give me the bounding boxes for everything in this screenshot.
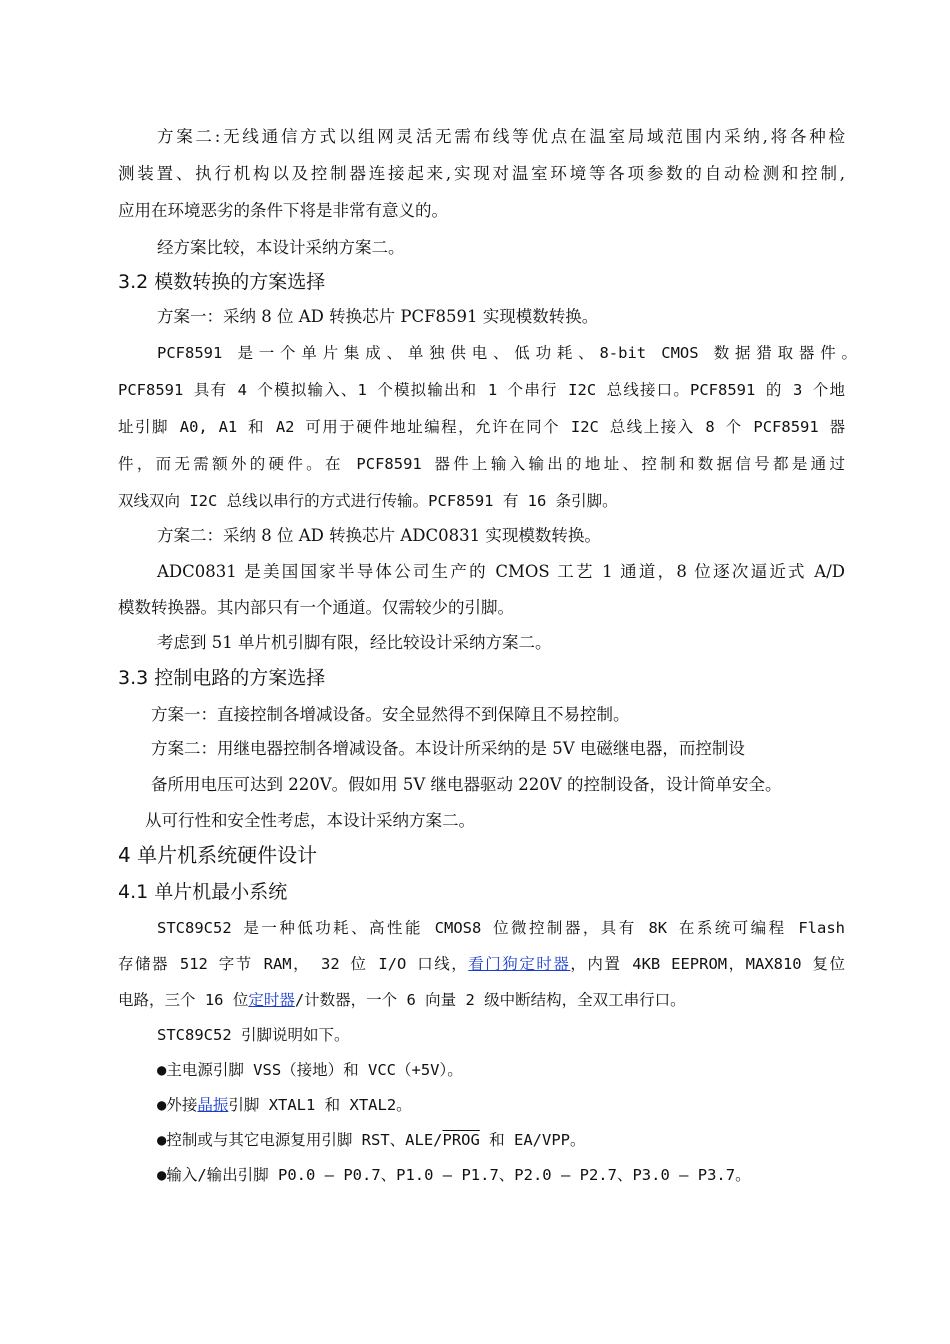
crystal-oscillator-link[interactable]: 晶振 — [197, 1096, 229, 1114]
paragraph-line: ADC0831 是美国国家半导体公司生产的 CMOS 工艺 1 通道，8 位逐次逼近式 A/D — [157, 562, 845, 581]
paragraph-line: 应用在环境恶劣的条件下将是非常有意义的。 — [118, 201, 448, 220]
paragraph-line: 址引脚 A0, A1 和 A2 可用于硬件地址编程，允许在同个 I2C 总线上接入 8 个 PCF8591 器 — [118, 418, 845, 436]
bullet-item — [157, 1129, 585, 1151]
paragraph-line: 方案一：采纳 8 位 AD 转换芯片 PCF8591 实现模数转换。 — [157, 307, 599, 326]
timer-link[interactable]: 定时器 — [248, 991, 295, 1009]
paragraph-line: PCF8591 是一个单片集成、单独供电、低功耗、8-bit CMOS 数据猎取器件。 — [157, 344, 857, 362]
text-run: ，内置 4KB EEPROM，MAX810 复位 — [570, 955, 845, 973]
text-run: ●控制或与其它电源复用引脚 RST、ALE/ — [157, 1131, 443, 1149]
text-run: 引脚 XTAL1 和 XTAL2。 — [228, 1096, 412, 1114]
section-heading-3-3: 3.3 控制电路的方案选择 — [118, 667, 326, 689]
bullet-item: ●输入/输出引脚 P0.0 – P0.7、P1.0 – P1.7、P2.0 – P2.7、P3.0 – P3.7。 — [157, 1166, 751, 1184]
paragraph-line — [118, 989, 686, 1011]
paragraph-line: 模数转换器。其内部只有一个通道。仅需较少的引脚。 — [118, 598, 514, 617]
text-run: ●外接 — [157, 1096, 198, 1114]
paragraph-line — [118, 953, 845, 975]
paragraph-line: 备所用电压可达到 220V。假如用 5V 继电器驱动 220V 的控制设备，设计简单安全。 — [151, 775, 782, 794]
chapter-heading-4: 4 单片机系统硬件设计 — [118, 843, 318, 867]
paragraph-line: 方案二：采纳 8 位 AD 转换芯片 ADC0831 实现模数转换。 — [157, 526, 601, 545]
text-run: 和 EA/VPP。 — [479, 1131, 586, 1149]
paragraph-line: 方案二：用继电器控制各增减设备。本设计所采纳的是 5V 电磁继电器，而控制设 — [151, 739, 745, 758]
paragraph-line: STC89C52 是一种低功耗、高性能 CMOS8 位微控制器，具有 8K 在系统可编程 Flash — [157, 919, 845, 937]
paragraph-line: 方案二:无线通信方式以组网灵活无需布线等优点在温室局域范围内采纳,将各种检 — [157, 127, 845, 146]
paragraph-line: STC89C52 引脚说明如下。 — [157, 1026, 350, 1044]
overlined-signal: PROG — [442, 1131, 480, 1149]
paragraph-line: PCF8591 具有 4 个模拟输入、1 个模拟输出和 1 个串行 I2C 总线接口。PCF8591 的 3 个地 — [118, 381, 845, 399]
paragraph-line: 测装置、执行机构以及控制器连接起来,实现对温室环境等各项参数的自动检测和控制, — [118, 164, 845, 183]
section-heading-4-1: 4.1 单片机最小系统 — [118, 881, 288, 903]
bullet-item — [157, 1094, 412, 1116]
paragraph-line: 考虑到 51 单片机引脚有限，经比较设计采纳方案二。 — [157, 633, 552, 652]
paragraph-line: 经方案比较，本设计采纳方案二。 — [157, 238, 405, 257]
paragraph-line: 双线双向 I2C 总线以串行的方式进行传输。PCF8591 有 16 条引脚。 — [118, 492, 618, 510]
watchdog-timer-link[interactable]: 看门狗定时器 — [468, 955, 571, 973]
text-run: 电路，三个 16 位 — [118, 991, 249, 1009]
text-run: /计数器，一个 6 向量 2 级中断结构，全双工串行口。 — [294, 991, 686, 1009]
section-heading-3-2: 3.2 模数转换的方案选择 — [118, 271, 326, 293]
paragraph-line: 件，而无需额外的硬件。在 PCF8591 器件上输入输出的地址、控制和数据信号都是通过 — [118, 455, 845, 473]
text-run: 存储器 512 字节 RAM， 32 位 I/O 口线， — [118, 955, 469, 973]
paragraph-line: 方案一：直接控制各增减设备。安全显然得不到保障且不易控制。 — [151, 705, 630, 724]
bullet-item: ●主电源引脚 VSS（接地）和 VCC（+5V）。 — [157, 1061, 463, 1079]
paragraph-line: 从可行性和安全性考虑，本设计采纳方案二。 — [145, 811, 475, 830]
